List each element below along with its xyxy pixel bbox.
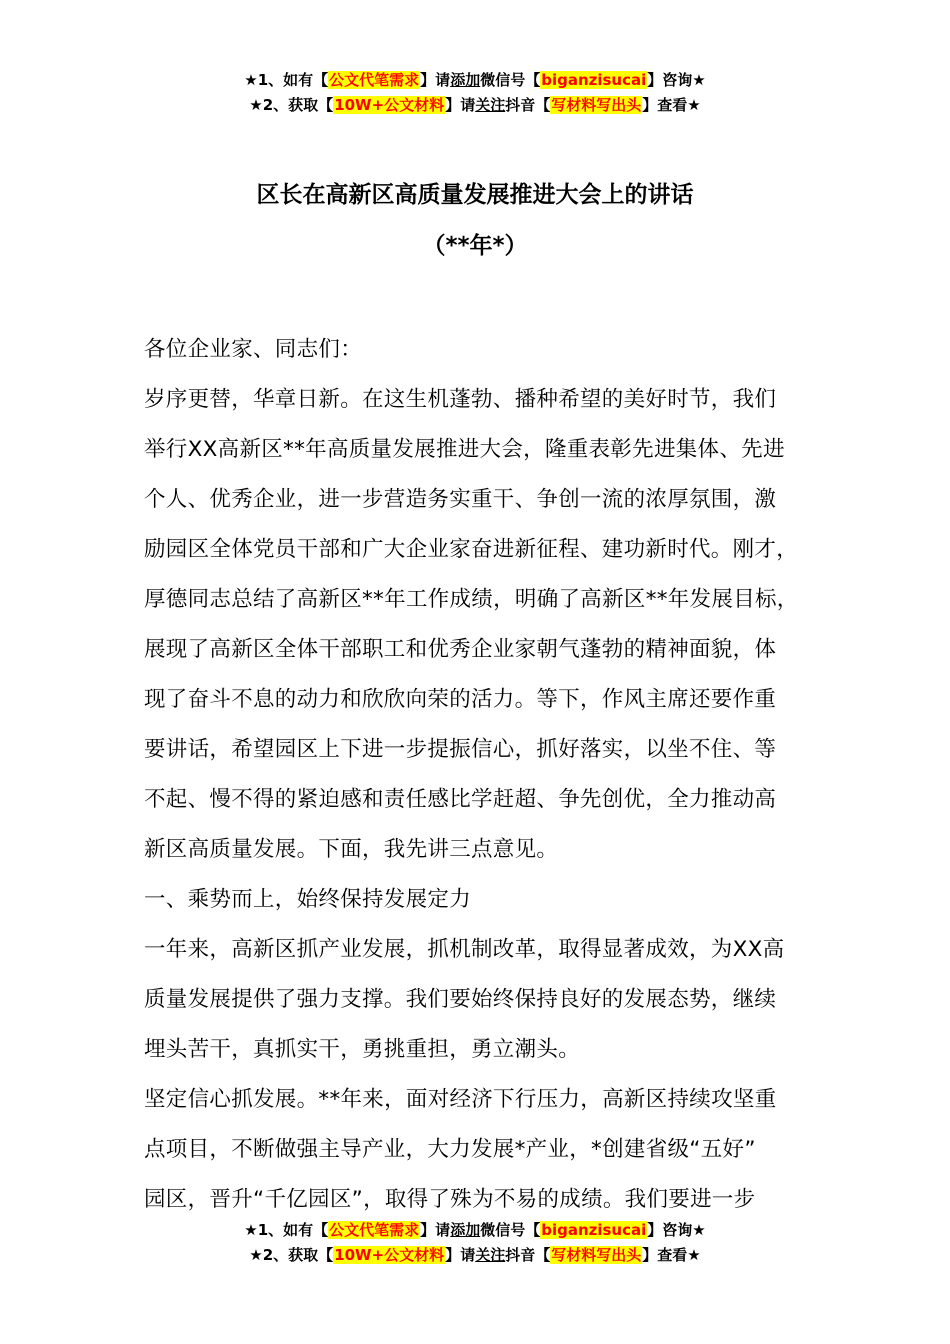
banner-line-2: ★2、获取【10W+公文材料】请关注抖音【写材料写出头】查看★ bbox=[249, 96, 701, 114]
body-line: 展现了高新区全体干部职工和优秀企业家朝气蓬勃的精神面貌，体 bbox=[144, 637, 777, 662]
banner-line-1: ★1、如有【公文代笔需求】请添加微信号【biganzisucai】咨询★ bbox=[244, 1221, 706, 1239]
highlight-service: 公文代笔需求 bbox=[329, 1221, 420, 1239]
banner-line-2: ★2、获取【10W+公文材料】请关注抖音【写材料写出头】查看★ bbox=[249, 1246, 701, 1264]
highlight-douyin-id: 写材料写出头 bbox=[551, 1246, 642, 1264]
highlight-wechat-id: biganzisucai bbox=[541, 71, 647, 89]
header-banner bbox=[0, 68, 950, 118]
document-subtitle: （**年*） bbox=[422, 233, 528, 259]
body-line: 厚德同志总结了高新区**年工作成绩，明确了高新区**年发展目标， bbox=[144, 587, 799, 612]
document-title: 区长在高新区高质量发展推进大会上的讲话 bbox=[256, 182, 694, 208]
body-line: 坚定信心抓发展。**年来，面对经济下行压力，高新区持续攻坚重 bbox=[144, 1087, 777, 1112]
body-line: 一年来，高新区抓产业发展，抓机制改革，取得显著成效，为XX高 bbox=[144, 937, 785, 962]
body-line: 埋头苦干，真抓实干，勇挑重担，勇立潮头。 bbox=[144, 1037, 581, 1062]
banner-line-1: ★1、如有【公文代笔需求】请添加微信号【biganzisucai】咨询★ bbox=[244, 71, 706, 89]
body-line: 质量发展提供了强力支撑。我们要始终保持良好的发展态势，继续 bbox=[144, 987, 777, 1012]
section-heading: 一、乘势而上，始终保持发展定力 bbox=[144, 887, 472, 912]
highlight-service: 公文代笔需求 bbox=[329, 71, 420, 89]
document-body bbox=[144, 325, 834, 1225]
body-line: 举行XX高新区**年高质量发展推进大会，隆重表彰先进集体、先进 bbox=[144, 437, 785, 462]
body-line: 现了奋斗不息的动力和欣欣向荣的活力。等下，作风主席还要作重 bbox=[144, 687, 777, 712]
highlight-materials: 10W+公文材料 bbox=[334, 1246, 445, 1264]
body-line: 个人、优秀企业，进一步营造务实重干、争创一流的浓厚氛围，激 bbox=[144, 487, 777, 512]
body-line: 新区高质量发展。下面，我先讲三点意见。 bbox=[144, 837, 559, 862]
highlight-wechat-id: biganzisucai bbox=[541, 1221, 647, 1239]
body-line: 岁序更替，华章日新。在这生机蓬勃、播种希望的美好时节，我们 bbox=[144, 387, 777, 412]
body-line: 园区，晋升“千亿园区”，取得了殊为不易的成绩。我们要进一步 bbox=[144, 1187, 756, 1212]
footer-banner bbox=[0, 1218, 950, 1268]
body-line: 要讲话，希望园区上下进一步提振信心，抓好落实，以坐不住、等 bbox=[144, 737, 777, 762]
highlight-materials: 10W+公文材料 bbox=[334, 96, 445, 114]
body-line: 不起、慢不得的紧迫感和责任感比学赶超、争先创优，全力推动高 bbox=[144, 787, 777, 812]
body-line: 励园区全体党员干部和广大企业家奋进新征程、建功新时代。刚才， bbox=[144, 537, 799, 562]
highlight-douyin-id: 写材料写出头 bbox=[551, 96, 642, 114]
body-line: 各位企业家、同志们： bbox=[144, 337, 363, 362]
body-line: 点项目，不断做强主导产业，大力发展*产业，*创建省级“五好” bbox=[144, 1137, 756, 1162]
